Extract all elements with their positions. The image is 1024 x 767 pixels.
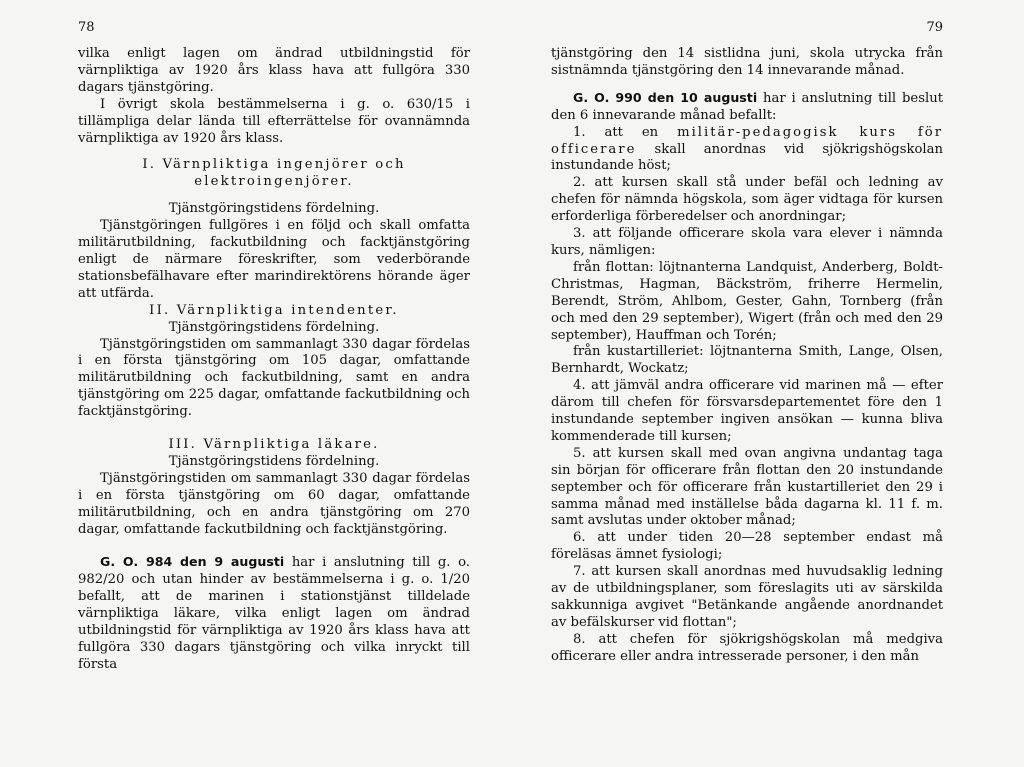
list-item: 2. att kursen skall stå under befäl och ledning av chefen för nämnda högskola, som äger vidtaga för kursen erforderliga förberedelser och anordningar; xyxy=(551,175,943,225)
course-name: militär-pedagogisk kurs för officerare xyxy=(551,124,943,157)
paragraph: Tjänstgöringstiden om sammanlagt 330 dagar fördelas i en första tjänstgöring om 105 dagar, omfattande militärutbildning och fackutbildning, samt en andra tjänstgöring om 225 dagar, omfattande fackutbildning och facktjänstgöring. xyxy=(78,336,470,420)
list-subitem: från flottan: löjtnanterna Landquist, Anderberg, Boldt-Christmas, Hagman, Bäckström, friherre Hermelin, Berendt, Ström, Ahlbom, Gester, Gahn, Tornberg (från och med den 29 september), Wigert (från och med den 29 september), Hauffman och Torén; xyxy=(551,259,943,343)
subheading: Tjänstgöringstidens fördelning. xyxy=(168,201,380,217)
list-item: 3. att följande officerare skola vara elever i nämnda kurs, nämligen: xyxy=(551,226,943,258)
section-heading: I. Värnpliktiga ingenjörer och elektroingenjörer. xyxy=(142,157,406,190)
order-paragraph xyxy=(78,554,470,673)
page-number: 79 xyxy=(926,20,943,35)
list-subitem: från kustartilleriet: löjtnanterna Smith, Lange, Olsen, Bernhardt, Wockatz; xyxy=(551,344,943,377)
list-item: 6. att under tiden 20—28 september endast må föreläsas ämnet fysiologi; xyxy=(551,530,943,563)
paragraph: vilka enligt lagen om ändrad utbildningstid för värnpliktiga av 1920 års klass hava att fullgöra 330 dagars tjänstgöring. xyxy=(78,46,470,95)
subheading: Tjänstgöringstidens fördelning. xyxy=(168,319,380,335)
paragraph: I övrigt skola bestämmelserna i g. o. 630/15 i tillämpliga delar lända till efterrättelse för ovannämnda värnpliktiga av 1920 års klass. xyxy=(78,96,470,146)
list-item-lead: 1. att en xyxy=(573,124,678,140)
left-page-body xyxy=(78,46,470,674)
list-item: 7. att kursen skall anordnas med huvudsaklig ledning av de utbildningsplaner, som föreslagits uti av särskilda sakkunniga avgivet "Betänkande angående anordnandet av befälskurser vid flottan"; xyxy=(551,564,943,630)
spacer xyxy=(78,421,470,437)
right-page-body xyxy=(551,46,943,666)
order-paragraph xyxy=(551,90,943,125)
page-number: 78 xyxy=(78,20,95,35)
paragraph: Tjänstgöringen fullgöres i en följd och skall omfatta militärutbildning, fackutbildning och facktjänstgöring enligt de närmare föreskrifter, som vederbörande stationsbefälhavare efter marindirektörens hörande äger att utfärda. xyxy=(78,218,470,301)
order-reference: G. O. 984 den 9 augusti xyxy=(100,554,285,570)
list-item xyxy=(551,125,943,176)
right-page xyxy=(551,0,943,767)
list-item: 8. att chefen för sjökrigshögskolan må medgiva officerare eller andra intresserade personer, i den mån xyxy=(551,631,943,664)
subheading: Tjänstgöringstidens fördelning. xyxy=(168,453,380,469)
list-item: 4. att jämväl andra officerare vid marinen må — efter därom till chefen för försvarsdepartementet före den 1 instundande september ingiven ansökan — kunna bliva kommenderade till kursen; xyxy=(551,378,943,444)
paragraph: Tjänstgöringstiden om sammanlagt 330 dagar fördelas i en första tjänstgöring om 60 dagar, omfattande militärutbildning, och en andra tjänstgöring om 270 dagar, omfattande fackutbildning och facktjänstgöring. xyxy=(78,470,470,537)
order-text: har i anslutning till beslut den 6 innevarande månad befallt: xyxy=(551,90,943,123)
section-heading: III. Värnpliktiga läkare. xyxy=(168,437,380,453)
paragraph: tjänstgöring den 14 sistlidna juni, skola utrycka från sistnämnda tjänstgöring den 14 innevarande månad. xyxy=(551,46,943,78)
spacer xyxy=(78,538,470,554)
spacer xyxy=(551,80,943,90)
section-heading: II. Värnpliktiga intendenter. xyxy=(149,302,399,318)
order-text: har i anslutning till g. o. 982/20 och utan hinder av bestämmelserna i g. o. 1/20 befallt, att de marinen i stationstjänst tilldelade värnpliktiga läkare, vilka enligt lagen om ändrad utbildningstid för värnpliktiga av 1920 års klass hava att fullgöra 330 dagars tjänstgöring och vilka inryckt till första xyxy=(78,555,470,672)
left-page xyxy=(78,0,470,767)
spacer xyxy=(78,191,470,201)
spacer xyxy=(78,147,470,157)
list-item: 5. att kursen skall med ovan angivna undantag taga sin början för officerare från flottan den 20 instundande september och för officerare från kustartilleriet den 29 i samma månad med inställelse båda dagarna kl. 11 f. m. samt avslutas under oktober månad; xyxy=(551,445,943,529)
list-item-tail: skall anordnas vid sjökrigshögskolan instundande höst; xyxy=(551,141,943,174)
order-reference: G. O. 990 den 10 augusti xyxy=(573,89,758,105)
